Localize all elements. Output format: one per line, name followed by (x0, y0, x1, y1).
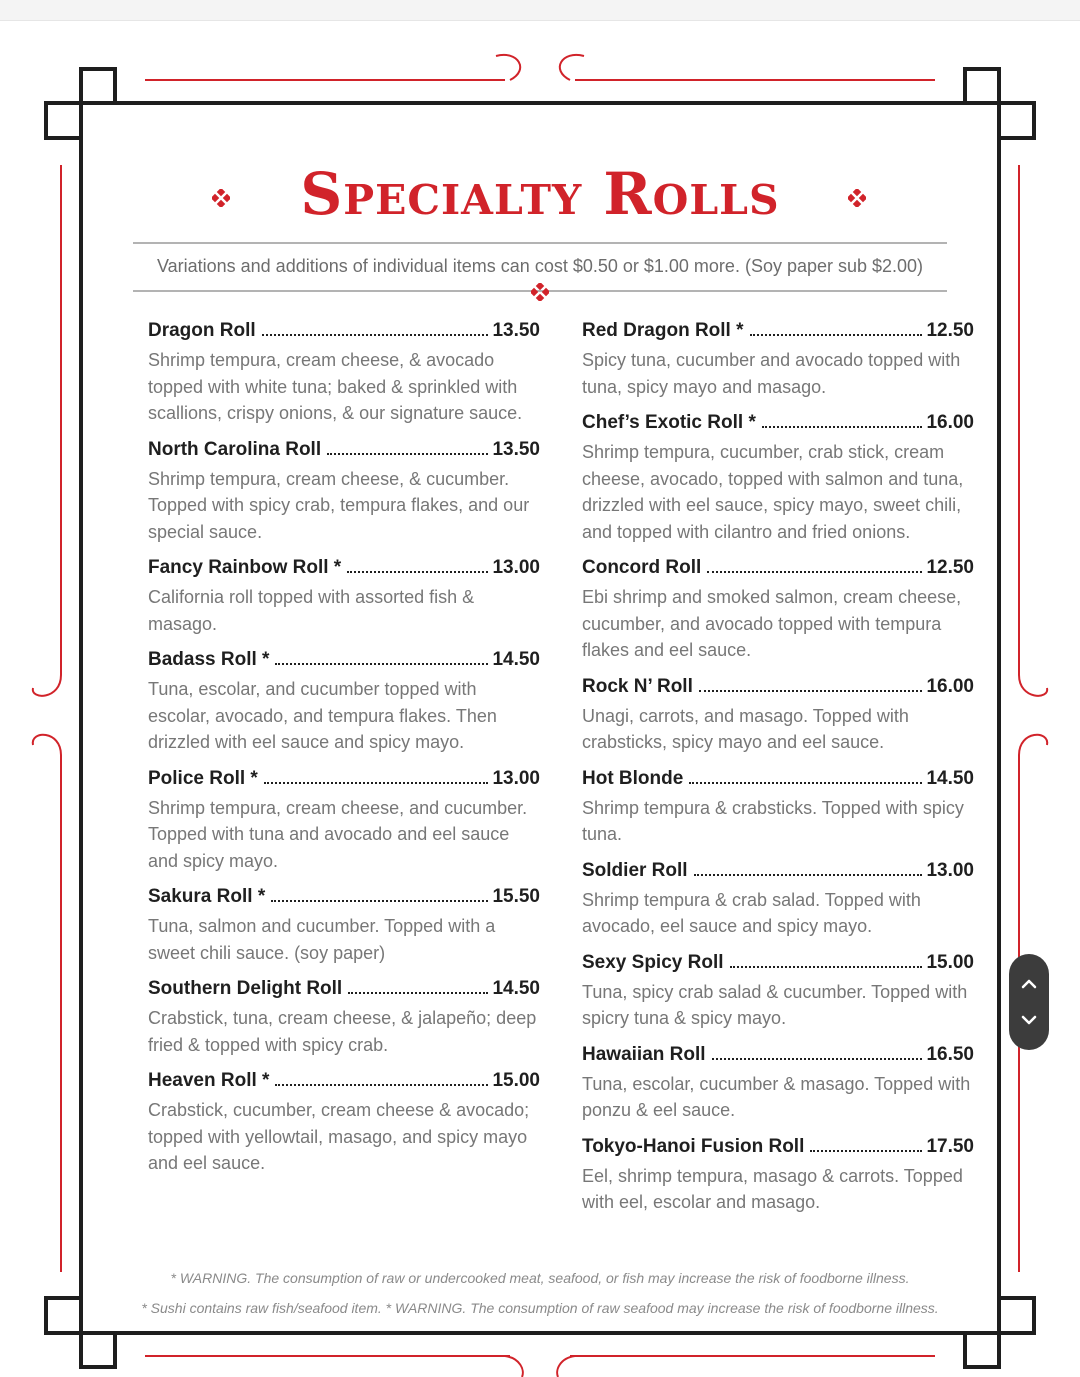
dot-leader (327, 453, 488, 455)
dot-leader (810, 1150, 922, 1152)
menu-item-name: Fancy Rainbow Roll * (148, 557, 342, 578)
menu-item-description: Tuna, escolar, cucumber & masago. Topped with ponzu & eel sauce. (582, 1073, 971, 1120)
dot-leader (694, 874, 923, 876)
menu-item-name: Badass Roll * (148, 649, 270, 670)
menu-item-name: Police Roll * (148, 767, 258, 789)
menu-item-price: 14.50 (492, 649, 540, 670)
page-title (0, 160, 1080, 228)
menu-item-header (148, 978, 540, 1004)
menu-column-left (148, 320, 540, 1189)
menu-item (582, 1136, 974, 1216)
menu-item-price: 15.00 (926, 951, 974, 973)
dot-leader (275, 663, 488, 665)
menu-item (582, 557, 974, 664)
divider-diamond-icon (531, 283, 549, 301)
menu-item-header (148, 649, 540, 675)
menu-item-description: California roll topped with assorted fish & masago. (148, 587, 475, 634)
menu-item-price: 16.00 (926, 412, 974, 433)
menu-item (582, 952, 974, 1032)
menu-item-price: 15.00 (492, 1070, 540, 1091)
menu-item (148, 1070, 540, 1177)
menu-item-description: Shrimp tempura, cream cheese, & avocado topped with white tuna; baked & sprinkled with scallions, crispy onions, & our signature sauce. (148, 350, 523, 423)
menu-item-header (582, 676, 974, 702)
menu-item (148, 649, 540, 756)
menu-item-header (582, 1044, 974, 1070)
menu-item-price: 14.50 (492, 978, 540, 999)
menu-item (582, 412, 974, 545)
menu-item-name: Chef’s Exotic Roll * (582, 412, 756, 433)
title-text: Specialty Rolls (300, 160, 780, 228)
menu-item-header (148, 886, 540, 912)
menu-item-description: Spicy tuna, cucumber and avocado topped with tuna, spicy mayo and masago. (582, 350, 961, 397)
menu-item (148, 768, 540, 875)
menu-item-name: Tokyo-Hanoi Fusion Roll (582, 1135, 805, 1157)
footnote-warning: * WARNING. The consumption of raw or undercooked meat, seafood, or fish may increase the risk of foodborne illness. (170, 1270, 910, 1286)
dot-leader (348, 992, 488, 994)
menu-item (582, 320, 974, 400)
dot-leader (712, 1058, 923, 1060)
menu-item-name: Soldier Roll (582, 859, 688, 881)
menu-item-description: Ebi shrimp and smoked salmon, cream cheese, cucumber, and avocado topped with tempura flakes and eel sauce. (582, 587, 962, 660)
menu-item-name: Heaven Roll * (148, 1070, 270, 1091)
menu-item-name: Concord Roll (582, 557, 702, 578)
menu-item-description: Unagi, carrots, and masago. Topped with crabsticks, spicy mayo and eel sauce. (582, 705, 909, 752)
menu-item (582, 768, 974, 848)
dot-leader (750, 334, 923, 336)
menu-item (582, 1044, 974, 1124)
menu-item-header (582, 860, 974, 886)
menu-item-price: 17.50 (926, 1135, 974, 1157)
menu-item (148, 886, 540, 966)
dot-leader (264, 782, 489, 784)
menu-item-name: Southern Delight Roll (148, 978, 343, 999)
menu-item (582, 676, 974, 756)
menu-item-name: Sakura Roll * (148, 886, 266, 907)
menu-item-header (148, 439, 540, 465)
dot-leader (262, 334, 489, 336)
menu-item (148, 439, 540, 546)
menu-column-right (582, 320, 974, 1228)
menu-item-description: Shrimp tempura & crabsticks. Topped with spicy tuna. (582, 797, 964, 844)
menu-item-description: Tuna, escolar, and cucumber topped with escolar, avocado, and tempura flakes. Then drizzled with eel sauce and spicy mayo. (148, 679, 497, 752)
dot-leader (707, 571, 922, 573)
menu-item-header (148, 557, 540, 583)
menu-item (582, 860, 974, 940)
menu-item-header (148, 320, 540, 346)
dot-leader (271, 900, 488, 902)
menu-item-price: 13.00 (926, 859, 974, 881)
menu-item-header (148, 1070, 540, 1096)
scroll-widget[interactable] (1009, 954, 1049, 1050)
footnote-sushi: * Sushi contains raw fish/seafood item. * WARNING. The consumption of raw seafood may increase the risk of foodborne illness. (141, 1300, 939, 1316)
menu-item-name: Red Dragon Roll * (582, 320, 744, 341)
menu-item-name: Rock N’ Roll (582, 675, 693, 697)
menu-item-price: 16.50 (926, 1043, 974, 1065)
dot-leader (347, 571, 488, 573)
menu-item-header (582, 412, 974, 438)
dot-leader (730, 966, 923, 968)
dot-leader (762, 426, 923, 428)
menu-item-price: 13.00 (492, 557, 540, 578)
menu-item-description: Eel, shrimp tempura, masago & carrots. Topped with eel, escolar and masago. (582, 1165, 963, 1212)
menu-item-price: 13.50 (492, 320, 540, 341)
menu-item-price: 12.50 (926, 557, 974, 578)
menu-item-description: Tuna, salmon and cucumber. Topped with a sweet chili sauce. (soy paper) (148, 916, 496, 963)
menu-item-description: Shrimp tempura, cream cheese, & cucumber. Topped with spicy crab, tempura flakes, and our special sauce. (148, 468, 530, 542)
menu-item-price: 12.50 (926, 320, 974, 341)
menu-item-header (582, 768, 974, 794)
menu-item-name: Dragon Roll (148, 320, 256, 341)
menu-item-description: Shrimp tempura, cucumber, crab stick, cream cheese, avocado, topped with salmon and tuna, drizzled with eel sauce, spicy mayo, sweet chili, and topped with cilantro and fried onions. (582, 442, 964, 542)
menu-item-header (582, 1136, 974, 1162)
dot-leader (699, 690, 923, 692)
menu-item-price: 13.50 (492, 438, 540, 460)
menu-item-header (582, 320, 974, 346)
menu-item (148, 978, 540, 1058)
menu-item-price: 15.50 (492, 886, 540, 907)
menu-item-name: Sexy Spicy Roll (582, 951, 724, 973)
menu-item-price: 16.00 (926, 675, 974, 697)
chevron-down-icon[interactable] (1019, 1010, 1039, 1030)
menu-item-header (582, 557, 974, 583)
menu-item-description: Crabstick, cucumber, cream cheese & avocado; topped with yellowtail, masago, and spicy mayo and eel sauce. (148, 1100, 530, 1173)
menu-item (148, 320, 540, 427)
menu-item-name: North Carolina Roll (148, 438, 322, 460)
menu-item-header (148, 768, 540, 794)
chevron-up-icon[interactable] (1019, 974, 1039, 994)
menu-item-name: Hawaiian Roll (582, 1043, 706, 1065)
menu-item (148, 557, 540, 637)
menu-item-price: 14.50 (926, 767, 974, 789)
pricing-note: Variations and additions of individual items can cost $0.50 or $1.00 more. (Soy paper sub $2.00) (156, 256, 924, 276)
menu-item-description: Shrimp tempura, cream cheese, and cucumber. Topped with tuna and avocado and eel sauce and spicy mayo. (148, 797, 528, 871)
menu-item-description: Crabstick, tuna, cream cheese, & jalapeño; deep fried & topped with spicy crab. (148, 1008, 537, 1055)
menu-item-price: 13.00 (492, 767, 540, 789)
menu-item-description: Shrimp tempura & crab salad. Topped with avocado, eel sauce and spicy mayo. (582, 889, 921, 936)
menu-item-header (582, 952, 974, 978)
menu-item-description: Tuna, spicy crab salad & cucumber. Topped with spicry tuna & spicy mayo. (582, 981, 968, 1028)
dot-leader (275, 1084, 488, 1086)
menu-item-name: Hot Blonde (582, 767, 684, 789)
dot-leader (689, 782, 922, 784)
